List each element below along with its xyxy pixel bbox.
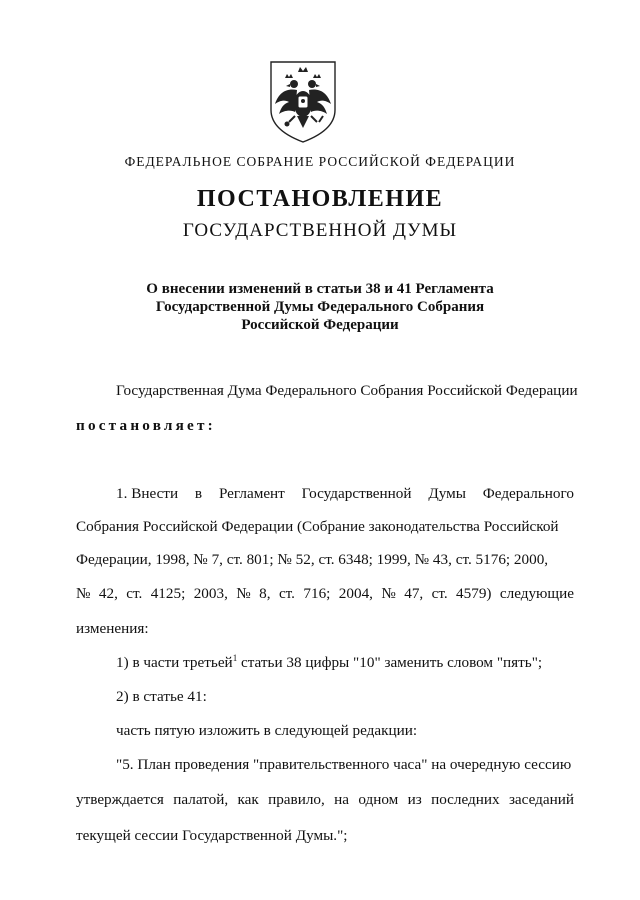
coat-of-arms-icon (267, 58, 339, 144)
word: 4125; (150, 585, 186, 602)
quote-line3: текущей сессии Государственной Думы."; (76, 827, 348, 844)
word: Думы (428, 485, 466, 502)
document-type: ПОСТАНОВЛЕНИЕ (196, 186, 444, 212)
word: 47, (404, 585, 424, 602)
word: правило, (268, 791, 325, 808)
subitem-2-intro: часть пятую изложить в следующей редакции: (116, 722, 418, 739)
word: на (334, 791, 349, 808)
word: из (407, 791, 422, 808)
title-line: О внесении изменений в статьи 38 и 41 Регламента (146, 281, 494, 297)
word: как (237, 791, 259, 808)
subitem-2: 2) в статье 41: (116, 688, 207, 705)
word: ст. (126, 585, 143, 602)
word: одном (358, 791, 399, 808)
word: № (381, 585, 396, 602)
word: № (76, 585, 91, 602)
word: 8, (259, 585, 271, 602)
item1-line4 (76, 585, 574, 603)
quote-line2 (76, 791, 574, 809)
word: № (236, 585, 251, 602)
word: 1. Внести (116, 485, 179, 502)
document-title (0, 280, 640, 334)
word: палатой, (173, 791, 229, 808)
item1-line5: изменения: (76, 620, 149, 637)
word: Федерального (482, 485, 574, 502)
word: 42, (98, 585, 118, 602)
word: Регламент (218, 485, 285, 502)
subitem-1-text-cont: статьи 38 цифры "10" заменить словом "пять"; (237, 654, 543, 671)
word: ст. (431, 585, 448, 602)
quote-line1: "5. План проведения "правительственного часа" на очередную сессию (116, 756, 572, 773)
word: Государственной (301, 485, 412, 502)
word: в (194, 485, 203, 502)
title-line: Государственной Думы Федерального Собрания (155, 299, 485, 315)
item1-line2: Собрания Российской Федерации (Собрание законодательства Российской (76, 518, 559, 535)
assembly-header: ФЕДЕРАЛЬНОЕ СОБРАНИЕ РОССИЙСКОЙ ФЕДЕРАЦИИ (124, 154, 516, 169)
word: заседаний (508, 791, 574, 808)
word: 2004, (338, 585, 373, 602)
preamble: Государственная Дума Федерального Собрания Российской Федерации (116, 382, 578, 399)
word: ст. (278, 585, 295, 602)
word: следующие (499, 585, 574, 602)
word: 4579) (456, 585, 492, 602)
footnote-marker: 1 (232, 653, 238, 663)
word: утверждается (76, 791, 164, 808)
document-issuer: ГОСУДАРСТВЕННОЙ ДУМЫ (182, 220, 458, 241)
title-line: Российской Федерации (241, 317, 399, 333)
word: последних (431, 791, 500, 808)
item1-line3: Федерации, 1998, № 7, ст. 801; № 52, ст. 6348; 1999, № 43, ст. 5176; 2000, (76, 551, 549, 568)
word: 2003, (193, 585, 228, 602)
word: 716; (303, 585, 331, 602)
subitem-1 (116, 654, 542, 672)
resolves-word: постановляет: (76, 417, 216, 434)
item1-line1 (76, 485, 574, 503)
subitem-1-text: 1) в части третьей (116, 654, 233, 671)
